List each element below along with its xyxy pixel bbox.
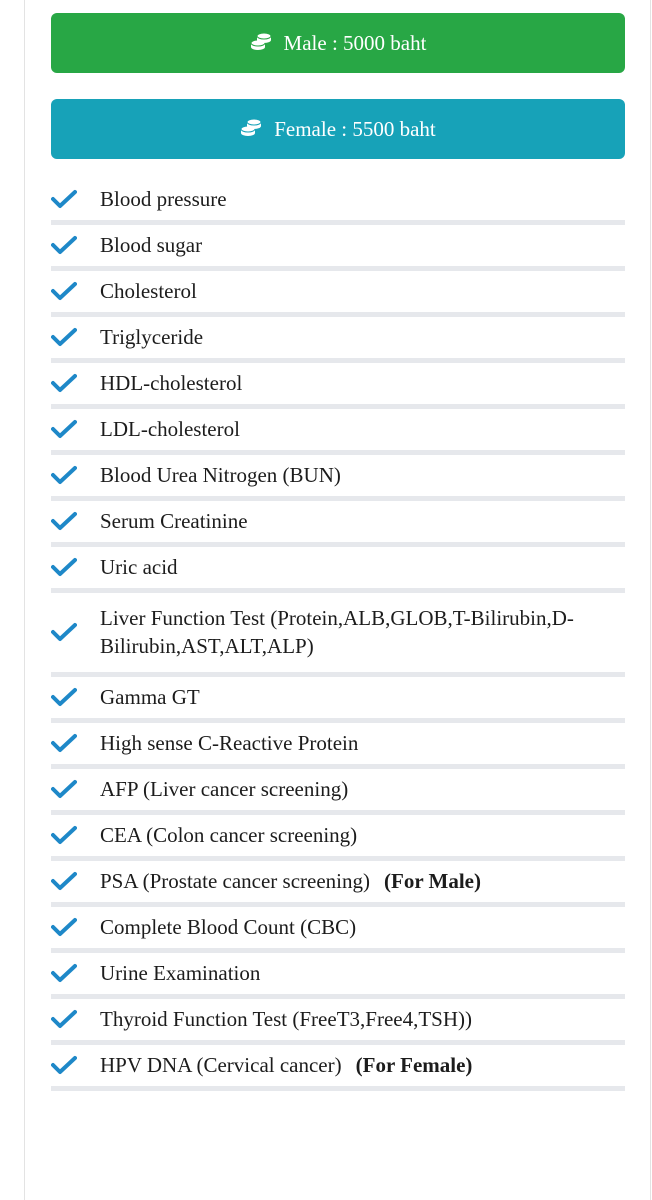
- list-item: [51, 907, 625, 953]
- item-text: High sense C-Reactive Protein: [100, 731, 359, 755]
- item-text: Complete Blood Count (CBC): [100, 915, 357, 939]
- list-item: [51, 225, 625, 271]
- item-text: AFP (Liver cancer screening): [100, 777, 349, 801]
- item-text: Blood pressure: [100, 187, 227, 211]
- gender-note: (For Female): [355, 1053, 473, 1077]
- check-icon: [51, 871, 77, 891]
- item-text: Thyroid Function Test (FreeT3,Free4,TSH)): [100, 1007, 472, 1031]
- list-item: [51, 455, 625, 501]
- item-text: Serum Creatinine: [100, 509, 248, 533]
- check-icon: [51, 281, 77, 301]
- right-border-line: [650, 0, 651, 1200]
- package-card: [51, 13, 625, 1091]
- left-border-line: [24, 0, 25, 1200]
- list-item: [51, 953, 625, 999]
- item-text: Gamma GT: [100, 685, 200, 709]
- list-item: [51, 363, 625, 409]
- check-icon: [51, 1009, 77, 1029]
- female-price-button[interactable]: [51, 99, 625, 159]
- item-text: Cholesterol: [100, 279, 197, 303]
- item-text: [100, 1051, 625, 1079]
- list-item: [51, 1045, 625, 1091]
- check-icon: [51, 825, 77, 845]
- list-item: [51, 179, 625, 225]
- male-price-label: Male : 5000 baht: [283, 30, 427, 55]
- item-text: Triglyceride: [100, 325, 204, 349]
- check-icon: [51, 963, 77, 983]
- item-text: LDL-cholesterol: [100, 417, 240, 441]
- list-item: [51, 723, 625, 769]
- gender-note: (For Male): [384, 869, 481, 893]
- item-text: Liver Function Test (Protein,ALB,GLOB,T-Bilirubin,D-Bilirubin,AST,ALT,ALP): [100, 606, 574, 658]
- item-label: HPV DNA (Cervical cancer): [100, 1053, 342, 1077]
- check-icon: [51, 465, 77, 485]
- list-item: [51, 593, 625, 677]
- check-icon: [51, 419, 77, 439]
- list-item: [51, 501, 625, 547]
- check-icon: [51, 779, 77, 799]
- check-icon: [51, 733, 77, 753]
- check-icon: [51, 235, 77, 255]
- list-item: [51, 271, 625, 317]
- check-icon: [51, 373, 77, 393]
- list-item: [51, 677, 625, 723]
- check-icon: [51, 557, 77, 577]
- check-icon: [51, 189, 77, 209]
- list-item: [51, 861, 625, 907]
- list-item: [51, 547, 625, 593]
- check-icon: [51, 327, 77, 347]
- item-text: [100, 867, 625, 895]
- list-item: [51, 769, 625, 815]
- coins-icon: [250, 32, 272, 54]
- list-item: [51, 409, 625, 455]
- test-checklist: [51, 179, 625, 1091]
- female-price-label: Female : 5500 baht: [274, 116, 436, 141]
- check-icon: [51, 1055, 77, 1075]
- item-text: CEA (Colon cancer screening): [100, 823, 358, 847]
- check-icon: [51, 511, 77, 531]
- item-text: Uric acid: [100, 555, 178, 579]
- check-icon: [51, 622, 77, 642]
- item-label: PSA (Prostate cancer screening): [100, 869, 370, 893]
- item-text: Blood sugar: [100, 233, 203, 257]
- item-text: Urine Examination: [100, 961, 261, 985]
- item-text: HDL-cholesterol: [100, 371, 243, 395]
- list-item: [51, 815, 625, 861]
- item-text: Blood Urea Nitrogen (BUN): [100, 463, 341, 487]
- male-price-button[interactable]: [51, 13, 625, 73]
- check-icon: [51, 917, 77, 937]
- list-item: [51, 999, 625, 1045]
- coins-icon: [240, 118, 262, 140]
- list-item: [51, 317, 625, 363]
- check-icon: [51, 687, 77, 707]
